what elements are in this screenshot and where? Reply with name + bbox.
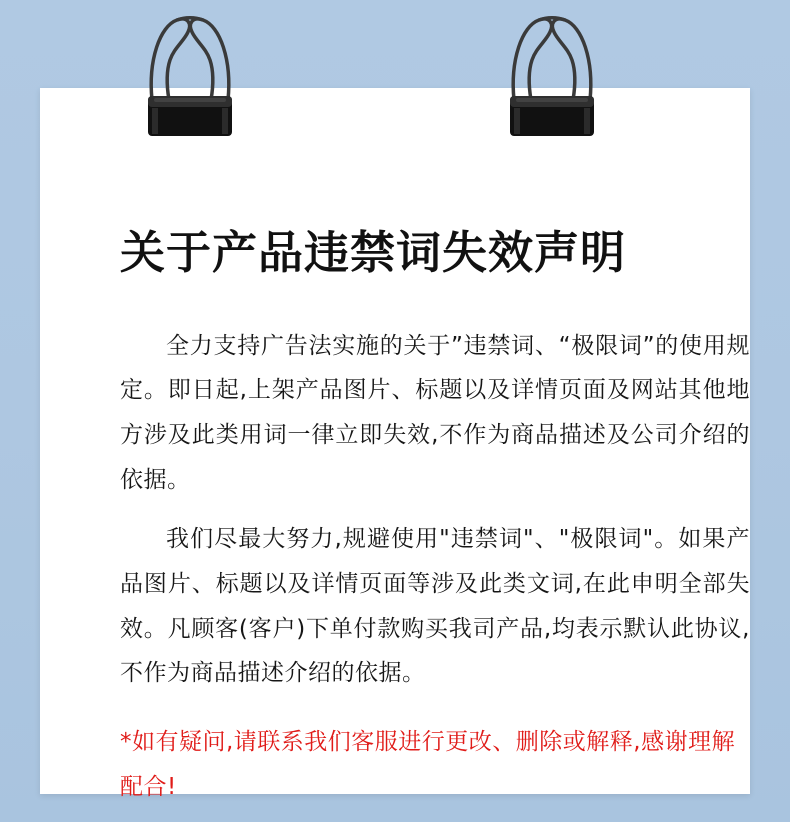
paper-sheet: [40, 88, 750, 801]
paragraph-1: 全力支持广告法实施的关于”违禁词、“极限词”的使用规定。即日起,上架产品图片、标题以及详情页面及网站其他地方涉及此类用词一律立即失效,不作为商品描述及公司介绍的依据。: [120, 332, 750, 494]
page-title: 关于产品违禁词失效声明: [120, 226, 627, 279]
paragraph-2: 我们尽最大努力,规避使用"违禁词"、"极限词"。如果产品图片、标题以及详情页面等涉及此类文词,在此申明全部失效。凡顾客(客户)下单付款购买我司产品,均表示默认此协议,不作为商品描述介绍的依据。: [120, 525, 750, 687]
binder-clip-right-icon: [492, 8, 612, 138]
binder-clip-left-icon: [130, 8, 250, 138]
disclaimer-note: *如有疑问,请联系我们客服进行更改、删除或解释,感谢理解配合!: [120, 729, 736, 801]
document-body: [120, 228, 750, 810]
